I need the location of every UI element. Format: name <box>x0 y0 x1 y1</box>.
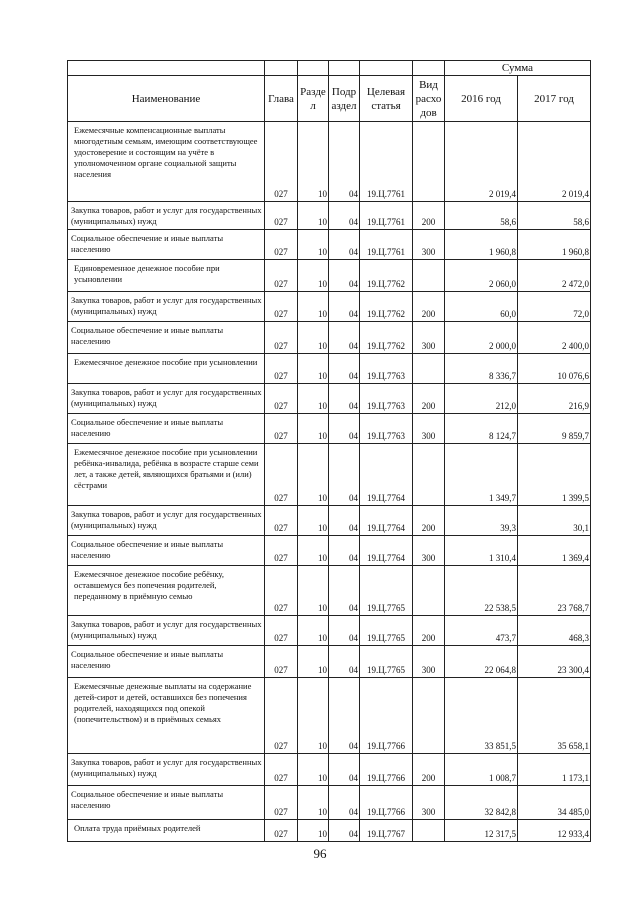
table-row <box>68 230 591 260</box>
row-razdel: 10 <box>298 678 329 754</box>
row-podrazdel: 04 <box>329 322 360 354</box>
row-2017: 1 173,1 <box>518 754 591 786</box>
row-2016: 212,0 <box>445 384 518 414</box>
row-razdel: 10 <box>298 646 329 678</box>
table-row <box>68 322 591 354</box>
row-vid <box>413 354 445 384</box>
table-row <box>68 122 591 202</box>
row-glava: 027 <box>265 384 298 414</box>
row-razdel: 10 <box>298 786 329 820</box>
header-blank-vid <box>413 61 445 76</box>
row-2016: 8 336,7 <box>445 354 518 384</box>
row-2017: 2 472,0 <box>518 260 591 292</box>
row-glava: 027 <box>265 202 298 230</box>
row-celevaya: 19.Ц.7761 <box>360 202 413 230</box>
row-podrazdel: 04 <box>329 786 360 820</box>
row-razdel: 10 <box>298 536 329 566</box>
header-blank-name <box>68 61 265 76</box>
row-2016: 8 124,7 <box>445 414 518 444</box>
row-celevaya: 19.Ц.7766 <box>360 678 413 754</box>
row-2016: 22 064,8 <box>445 646 518 678</box>
row-celevaya: 19.Ц.7762 <box>360 292 413 322</box>
row-razdel: 10 <box>298 506 329 536</box>
row-vid <box>413 444 445 506</box>
table-row <box>68 616 591 646</box>
table-row <box>68 384 591 414</box>
row-2016: 1 960,8 <box>445 230 518 260</box>
row-name: Ежемесячные компенсационные выплаты многодетным семьям, имеющим соответствующее удостоверение и состоящим на учёте в уполномоченном органе социальной защиты населения <box>68 122 265 202</box>
row-name: Закупка товаров, работ и услуг для государственных (муниципальных) нужд <box>68 506 265 536</box>
row-glava: 027 <box>265 820 298 842</box>
row-2016: 2 060,0 <box>445 260 518 292</box>
header-podrazdel: Подр аздел <box>329 76 360 122</box>
row-vid: 200 <box>413 754 445 786</box>
row-razdel: 10 <box>298 820 329 842</box>
row-glava: 027 <box>265 678 298 754</box>
row-2016: 22 538,5 <box>445 566 518 616</box>
row-name: Закупка товаров, работ и услуг для государственных (муниципальных) нужд <box>68 616 265 646</box>
row-name: Закупка товаров, работ и услуг для государственных (муниципальных) нужд <box>68 754 265 786</box>
row-celevaya: 19.Ц.7764 <box>360 444 413 506</box>
row-podrazdel: 04 <box>329 292 360 322</box>
row-2016: 12 317,5 <box>445 820 518 842</box>
header-name: Наименование <box>68 76 265 122</box>
row-podrazdel: 04 <box>329 646 360 678</box>
row-vid: 300 <box>413 646 445 678</box>
row-razdel: 10 <box>298 414 329 444</box>
row-podrazdel: 04 <box>329 536 360 566</box>
row-podrazdel: 04 <box>329 820 360 842</box>
row-2017: 2 400,0 <box>518 322 591 354</box>
row-razdel: 10 <box>298 384 329 414</box>
row-vid <box>413 260 445 292</box>
row-podrazdel: 04 <box>329 414 360 444</box>
row-glava: 027 <box>265 754 298 786</box>
row-name: Единовременное денежное пособие при усыновлении <box>68 260 265 292</box>
row-2017: 12 933,4 <box>518 820 591 842</box>
row-podrazdel: 04 <box>329 616 360 646</box>
row-glava: 027 <box>265 414 298 444</box>
row-podrazdel: 04 <box>329 754 360 786</box>
row-2017: 9 859,7 <box>518 414 591 444</box>
header-celevaya: Целевая статья <box>360 76 413 122</box>
header-row <box>68 76 591 122</box>
row-celevaya: 19.Ц.7765 <box>360 566 413 616</box>
row-celevaya: 19.Ц.7765 <box>360 616 413 646</box>
row-celevaya: 19.Ц.7766 <box>360 754 413 786</box>
row-name: Социальное обеспечение и иные выплаты населению <box>68 646 265 678</box>
row-vid: 200 <box>413 292 445 322</box>
row-2017: 1 399,5 <box>518 444 591 506</box>
row-name: Ежемесячные денежные выплаты на содержание детей-сирот и детей, оставшихся без попечения родителей, находящихся под опекой (попечительством) и в приёмных семьях <box>68 678 265 754</box>
header-summa: Сумма <box>445 61 591 76</box>
row-name: Социальное обеспечение и иные выплаты населению <box>68 536 265 566</box>
row-podrazdel: 04 <box>329 566 360 616</box>
row-vid: 200 <box>413 506 445 536</box>
row-glava: 027 <box>265 122 298 202</box>
row-podrazdel: 04 <box>329 260 360 292</box>
row-2017: 35 658,1 <box>518 678 591 754</box>
row-razdel: 10 <box>298 322 329 354</box>
row-name: Закупка товаров, работ и услуг для государственных (муниципальных) нужд <box>68 384 265 414</box>
page-number: 96 <box>313 846 327 861</box>
header-2016: 2016 год <box>445 76 518 122</box>
row-vid <box>413 678 445 754</box>
header-razdel: Разде л <box>298 76 329 122</box>
row-name: Оплата труда приёмных родителей <box>68 820 265 842</box>
row-name: Ежемесячное денежное пособие ребёнку, оставшемуся без попечения родителей, переданному в приёмную семью <box>68 566 265 616</box>
table-row <box>68 566 591 616</box>
row-glava: 027 <box>265 506 298 536</box>
row-vid: 200 <box>413 202 445 230</box>
row-2016: 1 349,7 <box>445 444 518 506</box>
header-row-top <box>68 61 591 76</box>
row-vid <box>413 566 445 616</box>
row-name: Социальное обеспечение и иные выплаты населению <box>68 322 265 354</box>
row-vid: 300 <box>413 786 445 820</box>
row-razdel: 10 <box>298 292 329 322</box>
row-glava: 027 <box>265 566 298 616</box>
row-glava: 027 <box>265 322 298 354</box>
header-vid: Вид расхо дов <box>413 76 445 122</box>
row-razdel: 10 <box>298 122 329 202</box>
row-celevaya: 19.Ц.7763 <box>360 414 413 444</box>
row-name: Закупка товаров, работ и услуг для государственных (муниципальных) нужд <box>68 202 265 230</box>
row-2017: 10 076,6 <box>518 354 591 384</box>
row-podrazdel: 04 <box>329 230 360 260</box>
row-2016: 33 851,5 <box>445 678 518 754</box>
row-glava: 027 <box>265 536 298 566</box>
row-2017: 72,0 <box>518 292 591 322</box>
row-glava: 027 <box>265 292 298 322</box>
row-glava: 027 <box>265 616 298 646</box>
row-name: Ежемесячное денежное пособие при усыновлении ребёнка-инвалида, ребёнка в возрасте старше семи лет, а также детей, являющихся братьями и (или) сёстрами <box>68 444 265 506</box>
row-podrazdel: 04 <box>329 444 360 506</box>
header-glava: Глава <box>265 76 298 122</box>
row-2016: 32 842,8 <box>445 786 518 820</box>
row-vid: 300 <box>413 536 445 566</box>
row-name: Социальное обеспечение и иные выплаты населению <box>68 786 265 820</box>
row-2017: 58,6 <box>518 202 591 230</box>
row-2016: 473,7 <box>445 616 518 646</box>
row-2017: 30,1 <box>518 506 591 536</box>
header-blank-podrazdel <box>329 61 360 76</box>
row-2017: 2 019,4 <box>518 122 591 202</box>
row-glava: 027 <box>265 646 298 678</box>
row-vid <box>413 122 445 202</box>
row-2017: 468,3 <box>518 616 591 646</box>
row-celevaya: 19.Ц.7764 <box>360 536 413 566</box>
row-name: Социальное обеспечение и иные выплаты населению <box>68 414 265 444</box>
table-row <box>68 354 591 384</box>
table-row <box>68 292 591 322</box>
row-glava: 027 <box>265 786 298 820</box>
row-vid: 300 <box>413 230 445 260</box>
row-2016: 2 019,4 <box>445 122 518 202</box>
row-name: Закупка товаров, работ и услуг для государственных (муниципальных) нужд <box>68 292 265 322</box>
row-vid: 300 <box>413 322 445 354</box>
row-2016: 1 008,7 <box>445 754 518 786</box>
budget-table <box>67 60 591 842</box>
row-2017: 34 485,0 <box>518 786 591 820</box>
row-podrazdel: 04 <box>329 678 360 754</box>
row-glava: 027 <box>265 260 298 292</box>
table-row <box>68 506 591 536</box>
row-vid <box>413 820 445 842</box>
row-podrazdel: 04 <box>329 506 360 536</box>
row-2016: 60,0 <box>445 292 518 322</box>
row-name: Ежемесячное денежное пособие при усыновлении <box>68 354 265 384</box>
row-2016: 39,3 <box>445 506 518 536</box>
row-celevaya: 19.Ц.7763 <box>360 384 413 414</box>
row-2017: 23 768,7 <box>518 566 591 616</box>
row-celevaya: 19.Ц.7762 <box>360 260 413 292</box>
table-row <box>68 786 591 820</box>
row-2016: 1 310,4 <box>445 536 518 566</box>
row-razdel: 10 <box>298 444 329 506</box>
row-razdel: 10 <box>298 354 329 384</box>
row-2017: 23 300,4 <box>518 646 591 678</box>
row-razdel: 10 <box>298 616 329 646</box>
row-2017: 1 960,8 <box>518 230 591 260</box>
row-razdel: 10 <box>298 754 329 786</box>
row-razdel: 10 <box>298 202 329 230</box>
table-row <box>68 202 591 230</box>
row-podrazdel: 04 <box>329 354 360 384</box>
table-row <box>68 414 591 444</box>
table-row <box>68 754 591 786</box>
row-2016: 2 000,0 <box>445 322 518 354</box>
row-celevaya: 19.Ц.7766 <box>360 786 413 820</box>
header-2017: 2017 год <box>518 76 591 122</box>
row-celevaya: 19.Ц.7761 <box>360 230 413 260</box>
table-row <box>68 260 591 292</box>
header-blank-glava <box>265 61 298 76</box>
row-podrazdel: 04 <box>329 122 360 202</box>
row-podrazdel: 04 <box>329 202 360 230</box>
row-vid: 200 <box>413 384 445 414</box>
row-glava: 027 <box>265 444 298 506</box>
row-celevaya: 19.Ц.7767 <box>360 820 413 842</box>
row-vid: 200 <box>413 616 445 646</box>
table-row <box>68 678 591 754</box>
row-razdel: 10 <box>298 566 329 616</box>
row-2017: 216,9 <box>518 384 591 414</box>
row-glava: 027 <box>265 230 298 260</box>
header-blank-celevaya <box>360 61 413 76</box>
header-blank-razdel <box>298 61 329 76</box>
row-name: Социальное обеспечение и иные выплаты населению <box>68 230 265 260</box>
row-celevaya: 19.Ц.7763 <box>360 354 413 384</box>
row-razdel: 10 <box>298 260 329 292</box>
row-celevaya: 19.Ц.7762 <box>360 322 413 354</box>
row-celevaya: 19.Ц.7765 <box>360 646 413 678</box>
row-2016: 58,6 <box>445 202 518 230</box>
row-razdel: 10 <box>298 230 329 260</box>
table-row <box>68 536 591 566</box>
table-row <box>68 646 591 678</box>
row-vid: 300 <box>413 414 445 444</box>
row-celevaya: 19.Ц.7764 <box>360 506 413 536</box>
row-podrazdel: 04 <box>329 384 360 414</box>
row-2017: 1 369,4 <box>518 536 591 566</box>
row-celevaya: 19.Ц.7761 <box>360 122 413 202</box>
row-glava: 027 <box>265 354 298 384</box>
table-row <box>68 444 591 506</box>
table-row <box>68 820 591 842</box>
